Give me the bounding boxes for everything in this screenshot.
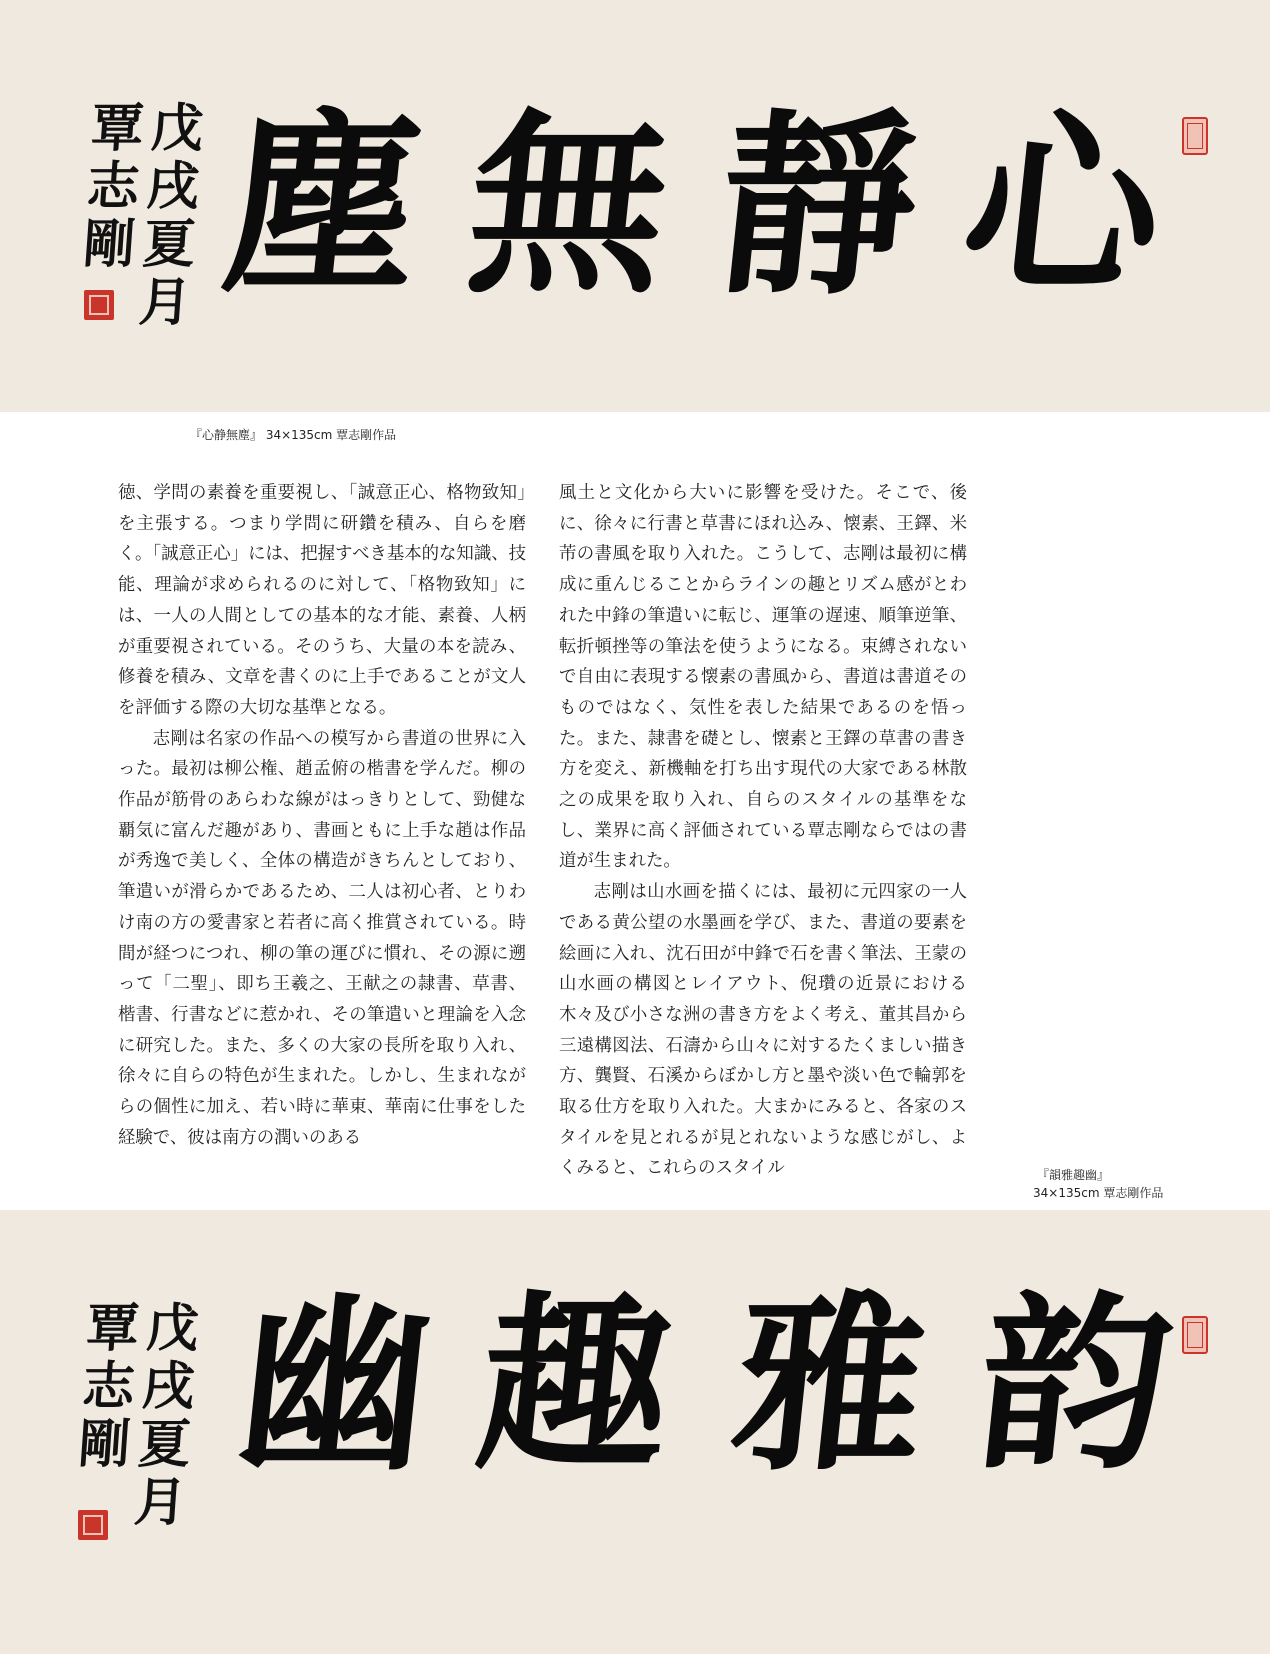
calligraphy-character: 幽 [228,1273,442,1496]
artist-inscription: 戊戌夏月 覃志剛 [71,100,205,332]
leading-seal [1182,1316,1208,1354]
artist-seal [78,1510,108,1540]
artist-seal [84,290,114,320]
calligraphy-character: 靜 [707,91,929,321]
bottom-artwork-caption-detail: 34×135cm 覃志剛作品 [1033,1186,1164,1200]
article-column-left [118,478,526,1153]
artist-inscription: 戊戌夏月 覃志剛 [67,1300,201,1532]
leading-seal [1182,117,1208,155]
calligraphy-character: 趣 [468,1273,682,1496]
paragraph: 志剛は山水画を描くには、最初に元四家の一人である黄公望の水墨画を学び、また、書道の要素を絵画に入れ、沈石田が中鋒で石を書く筆法、王蒙の山水画の構図とレイアウト、倪瓚の近景における木々及び小さな洲の書き方をよく考え、董其昌から三遠構図法、石濤から山々に対するたくましい描き方、龔賢、石溪からぼかし方と墨や淡い色で輪郭を取る仕方を取り入れた。大まかにみると、各家のスタイルを見とれるが見とれないような感じがし、よくみると、これらのスタイル [559,882,967,1179]
bottom-artwork-caption-title: 『韻雅趣幽』 [1037,1168,1110,1182]
calligraphy-character: 韵 [968,1273,1182,1496]
article-column-right [559,478,967,1184]
calligraphy-character: 雅 [723,1273,937,1496]
paragraph: 徳、学問の素養を重要視し、「誠意正心、格物致知」を主張する。つまり学問に研鑽を積み、自らを磨く。「誠意正心」には、把握すべき基本的な知識、技能、理論が求められるのに対して、「格物致知」には、一人の人間としての基本的な才能、素養、人柄が重要視されている。そのうち、大量の本を読み、修養を積み、文章を書くのに上手であることが文人を評価する際の大切な基準となる。 [118,483,526,718]
calligraphy-character: 塵 [212,91,434,321]
top-artwork-caption: 『心静無塵』 34×135cm 覃志剛作品 [190,428,397,442]
calligraphy-panel-top [0,0,1270,412]
paragraph: 志剛は名家の作品への模写から書道の世界に入った。最初は柳公権、趙孟俯の楷書を学んだ。柳の作品が筋骨のあらわな線がはっきりとして、勁健な覇気に富んだ趣があり、書画ともに上手な趙は作品が秀逸で美しく、全体の構造がきちんとしており、筆遣いが滑らかであるため、二人は初心者、とりわけ南の方の愛書家と若者に高く推賞されている。時間が経つにつれ、柳の筆の運びに慣れ、その源に遡って「二聖」、即ち王羲之、王献之の隷書、草書、楷書、行書などに惹かれ、その筆遣いと理論を入念に研究した。また、多くの大家の長所を取り入れ、徐々に自らの特色が生まれた。しかし、生まれながらの個性に加え、若い時に華東、華南に仕事をした経験で、彼は南方の潤いのある [118,728,526,1148]
calligraphy-character: 無 [457,91,679,321]
calligraphy-character: 心 [952,91,1174,321]
paragraph: 風土と文化から大いに影響を受けた。そこで、後に、徐々に行書と草書にほれ込み、懐素、王鐸、米芾の書風を取り入れた。こうして、志剛は最初に構成に重んじることからラインの趣とリズム感がとわれた中鋒の筆遣いに転じ、運筆の遅速、順筆逆筆、転折頓挫等の筆法を使うようになる。束縛されないで自由に表現する懐素の書風から、書道は書道そのものではなく、気性を表した結果であるのを悟った。また、隷書を礎とし、懐素と王鐸の草書の書き方を変え、新機軸を打ち出す現代の大家である林散之の成果を取り入れ、自らのスタイルの基準をなし、業界に高く評価されている覃志剛ならではの書道が生まれた。 [559,483,967,872]
